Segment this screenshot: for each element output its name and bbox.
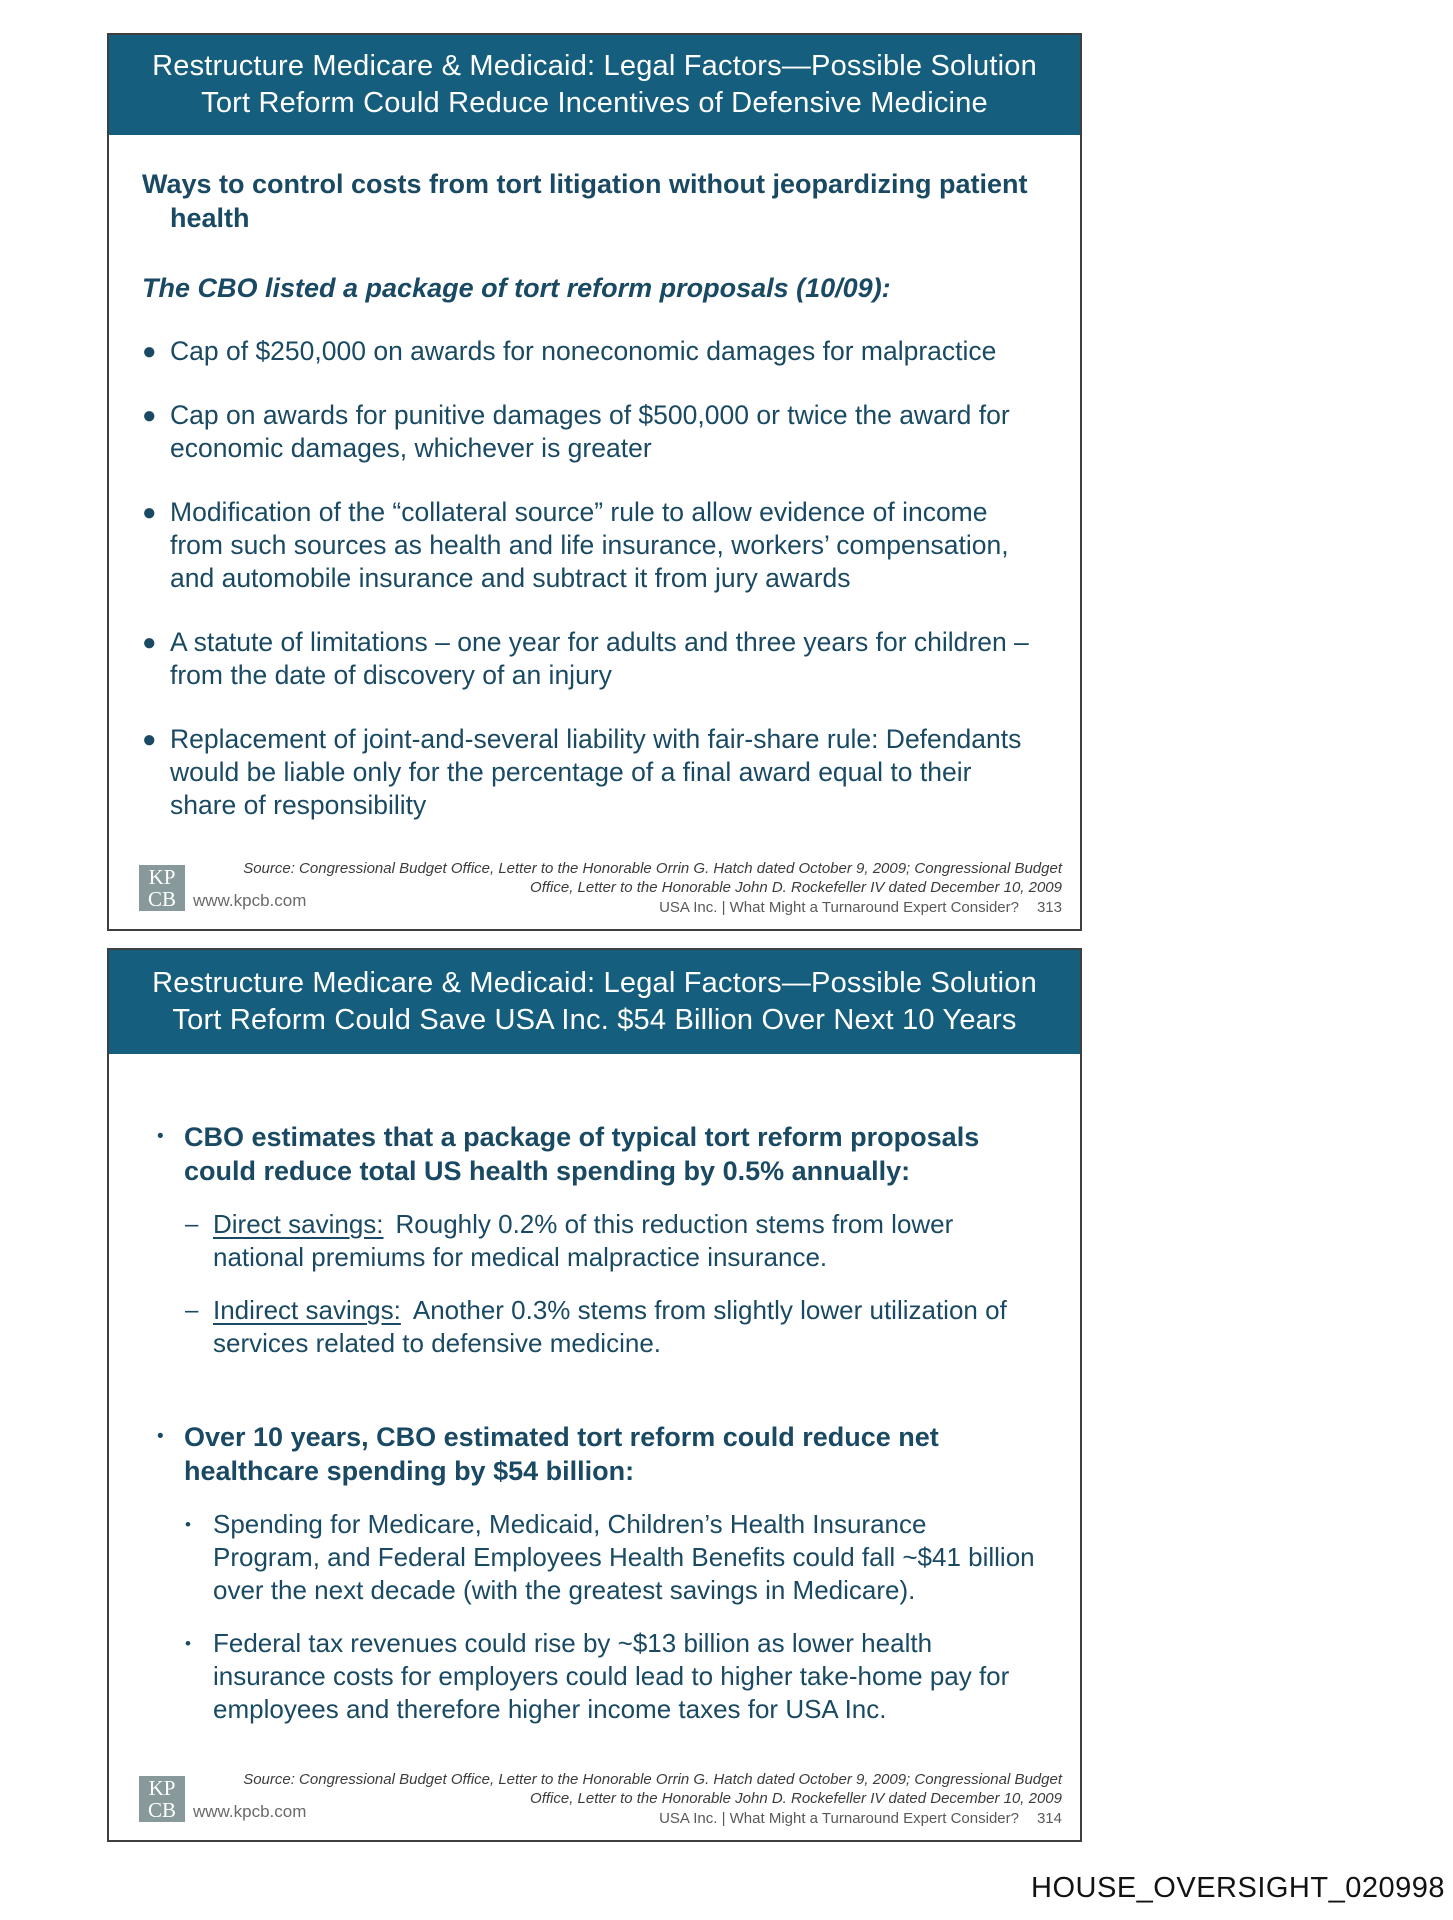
slide-title-banner bbox=[109, 950, 1080, 1054]
sub-bullet-text: Federal tax revenues could rise by ~$13 billion as lower health insurance costs for employers could lead to higher take-home pay for employees and therefore higher income taxes for USA Inc. bbox=[213, 1628, 1010, 1724]
slide-footer bbox=[109, 1770, 1080, 1829]
slide-title-line2: Tort Reform Could Reduce Incentives of Defensive Medicine bbox=[201, 87, 988, 119]
bullet-icon: • bbox=[185, 1634, 191, 1653]
bullet-text: Cap on awards for punitive damages of $500,000 or twice the award for economic damages, whichever is greater bbox=[170, 400, 1010, 463]
source-line2: Office, Letter to the Honorable John D. Rockefeller IV dated December 10, 2009 bbox=[530, 879, 1062, 896]
sub-bullet-lead: Direct savings: bbox=[213, 1209, 384, 1239]
sub-bullet bbox=[185, 1627, 1036, 1726]
logo-text-bottom: CB bbox=[147, 887, 176, 911]
bullet-icon: ● bbox=[142, 629, 157, 656]
section-bullet bbox=[157, 1420, 1036, 1488]
bates-number: HOUSE_OVERSIGHT_020998 bbox=[1031, 1872, 1445, 1904]
list-item bbox=[142, 496, 1040, 595]
logo-text-bottom: CB bbox=[147, 1798, 176, 1822]
sub-bullet-lead: Indirect savings: bbox=[213, 1295, 401, 1325]
sub-bullet bbox=[185, 1508, 1036, 1607]
dash-icon: – bbox=[185, 1211, 199, 1238]
bullet-icon: • bbox=[185, 1515, 191, 1534]
sub-bullet bbox=[185, 1294, 1036, 1360]
bullet-text: Modification of the “collateral source” rule to allow evidence of income from such sources as health and life insurance, workers’ compensation, and automobile insurance and subtract it from jury awards bbox=[170, 497, 1009, 593]
slide-title-banner bbox=[109, 35, 1080, 135]
sub-bullet-text: Spending for Medicare, Medicaid, Children’s Health Insurance Program, and Federal Employees Health Benefits could fall ~$41 billion over the next decade (with the greatest savings in Medicare). bbox=[213, 1509, 1035, 1605]
slide-body bbox=[109, 135, 1080, 822]
sub-bullet-body: Another 0.3% stems from slightly lower utilization of services related to defensive medicine. bbox=[213, 1295, 1007, 1358]
list-item bbox=[142, 399, 1040, 465]
kpcb-website-link: www.kpcb.com bbox=[193, 1802, 307, 1821]
bullet-icon: ● bbox=[142, 402, 157, 429]
kpcb-logo-block bbox=[139, 865, 306, 911]
slide-313 bbox=[107, 33, 1082, 931]
kpcb-logo-block bbox=[139, 1776, 306, 1822]
bullet-icon: ● bbox=[142, 338, 157, 365]
sub-bullet-body: Roughly 0.2% of this reduction stems from lower national premiums for medical malpractice insurance. bbox=[213, 1209, 954, 1272]
subheading: The CBO listed a package of tort reform proposals (10/09): bbox=[142, 273, 891, 303]
list-item bbox=[142, 723, 1040, 822]
slide-314 bbox=[107, 948, 1082, 1842]
sub-bullet-text bbox=[213, 1294, 1036, 1360]
heading-line2: health bbox=[170, 203, 250, 233]
section-heading: Over 10 years, CBO estimated tort reform could reduce net healthcare spending by $54 billion: bbox=[184, 1422, 939, 1486]
sub-bullet-text bbox=[213, 1208, 1036, 1274]
spacer bbox=[157, 1360, 1036, 1394]
deck-title: USA Inc. | What Might a Turnaround Expert Consider? bbox=[659, 898, 1019, 916]
logo-text-top: KP bbox=[148, 1776, 176, 1800]
slide-title-line2: Tort Reform Could Save USA Inc. $54 Billion Over Next 10 Years bbox=[172, 1004, 1017, 1036]
kpcb-logo-icon bbox=[139, 865, 185, 911]
dash-icon: – bbox=[185, 1297, 199, 1324]
kpcb-logo-icon bbox=[139, 1776, 185, 1822]
bullet-icon: ● bbox=[142, 726, 157, 753]
section-heading: CBO estimates that a package of typical tort reform proposals could reduce total US health spending by 0.5% annually: bbox=[184, 1122, 980, 1186]
bullet-icon: ● bbox=[142, 499, 157, 526]
logo-text-top: KP bbox=[148, 865, 176, 889]
source-line1: Source: Congressional Budget Office, Letter to the Honorable Orrin G. Hatch dated October 9, 2009; Congressional Budget bbox=[243, 1770, 1062, 1788]
section-heading bbox=[142, 167, 1040, 235]
page-number: 313 bbox=[1036, 898, 1062, 916]
slide-body bbox=[109, 1054, 1080, 1726]
page-number: 314 bbox=[1036, 1809, 1062, 1827]
heading-line1: Ways to control costs from tort litigation without jeopardizing patient bbox=[142, 169, 1028, 199]
source-line1: Source: Congressional Budget Office, Letter to the Honorable Orrin G. Hatch dated October 9, 2009; Congressional Budget bbox=[243, 859, 1062, 877]
bullet-icon: • bbox=[157, 1126, 164, 1147]
slide-footer bbox=[109, 859, 1080, 918]
bullet-text: Replacement of joint-and-several liability with fair-share rule: Defendants would be liable only for the percentage of a final award equal to their share of responsibility bbox=[170, 724, 1022, 820]
slide-title-line1: Restructure Medicare & Medicaid: Legal Factors—Possible Solution bbox=[152, 50, 1037, 82]
list-item bbox=[142, 335, 1040, 368]
sub-bullet bbox=[185, 1208, 1036, 1274]
kpcb-website-link: www.kpcb.com bbox=[193, 891, 307, 910]
bullet-icon: • bbox=[157, 1426, 164, 1447]
section-bullet bbox=[157, 1120, 1036, 1188]
list-item bbox=[142, 626, 1040, 692]
bullet-text: Cap of $250,000 on awards for noneconomic damages for malpractice bbox=[170, 336, 997, 366]
source-line2: Office, Letter to the Honorable John D. Rockefeller IV dated December 10, 2009 bbox=[530, 1790, 1062, 1807]
bullet-text: A statute of limitations – one year for adults and three years for children – from the date of discovery of an injury bbox=[170, 627, 1029, 690]
deck-title: USA Inc. | What Might a Turnaround Expert Consider? bbox=[659, 1809, 1019, 1827]
slide-title-line1: Restructure Medicare & Medicaid: Legal Factors—Possible Solution bbox=[152, 967, 1037, 999]
